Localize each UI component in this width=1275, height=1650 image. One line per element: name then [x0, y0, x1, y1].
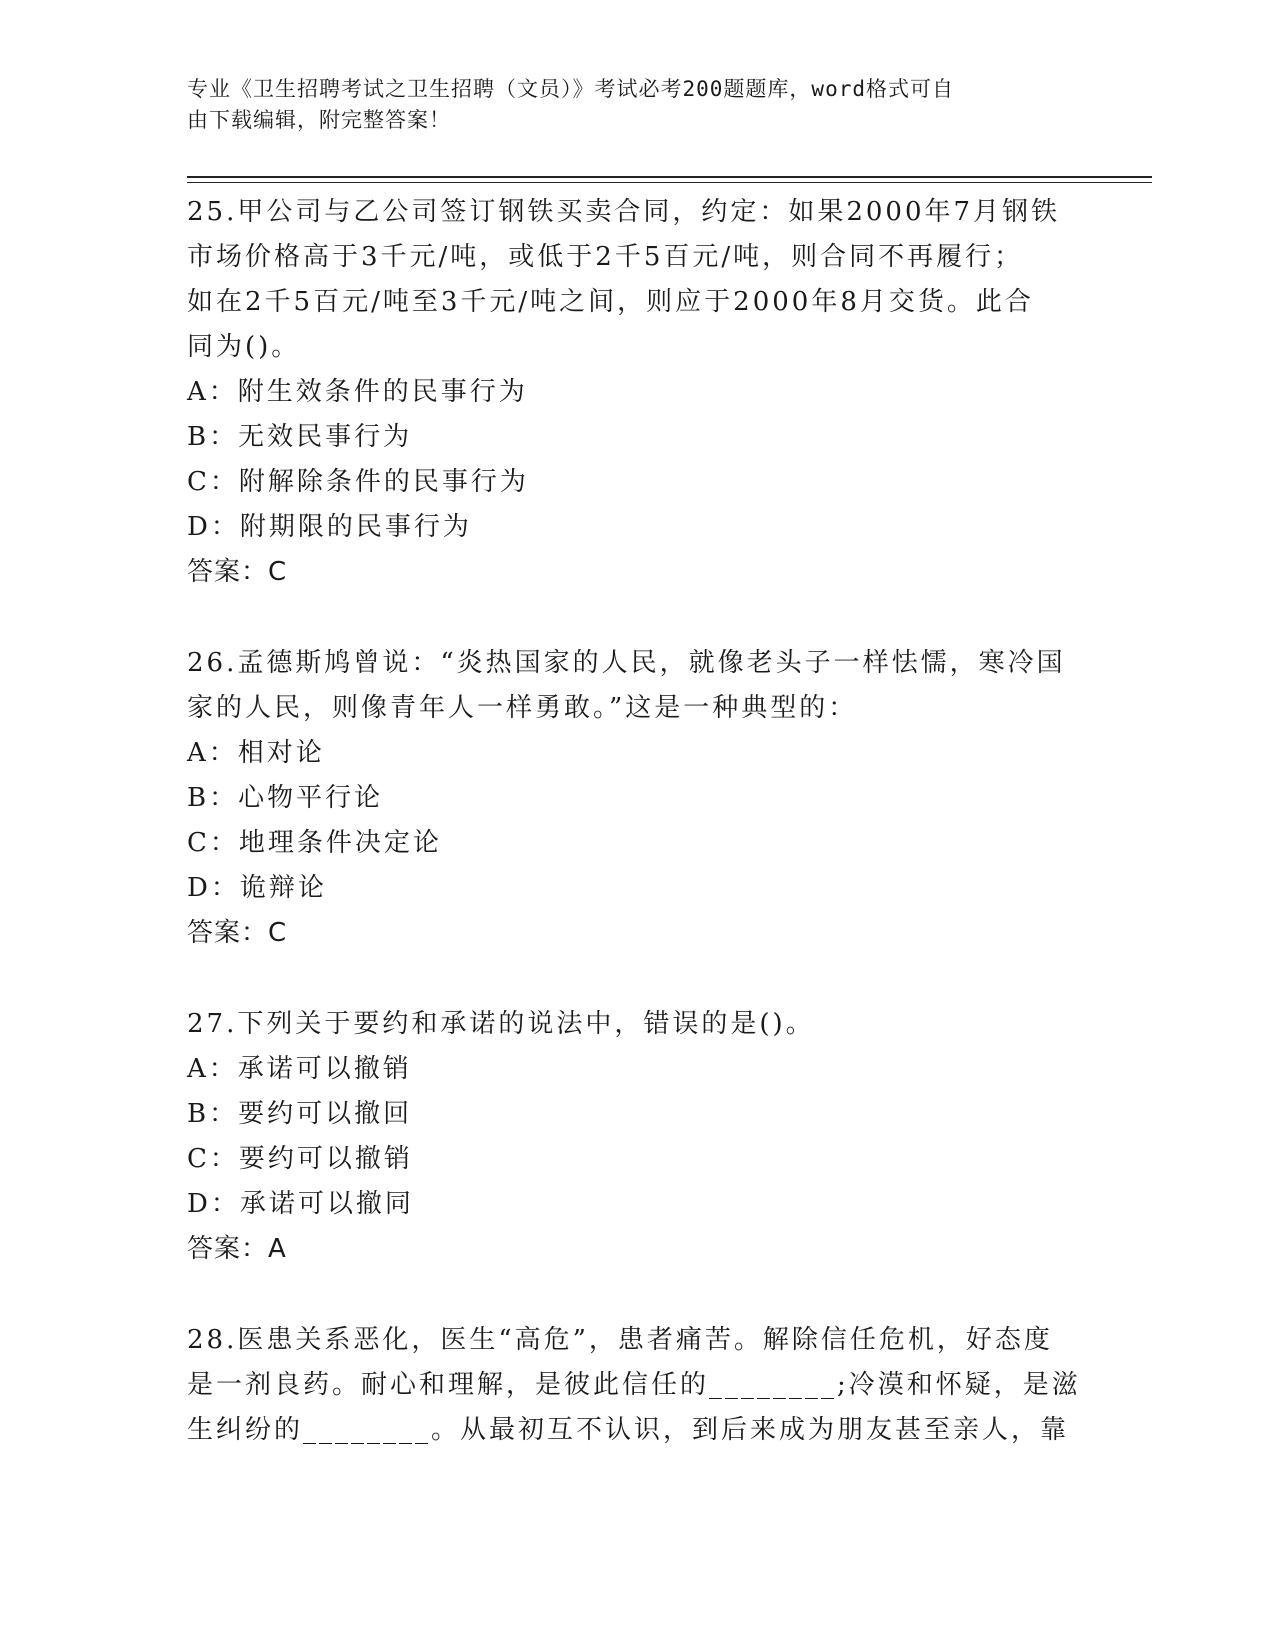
header-line-1: 专业《卫生招聘考试之卫生招聘（文员）》考试必考200题题库，word格式可自	[187, 77, 954, 101]
option-d: D：附期限的民事行为	[187, 512, 472, 542]
question-list	[187, 190, 1087, 1499]
question-stem-line: 市场价格高于3千元/吨，或低于2千5百元/吨，则合同不再履行；	[187, 242, 1024, 272]
option-a: A：附生效条件的民事行为	[187, 377, 528, 407]
header-divider-thick	[187, 176, 1152, 178]
option-c: C：地理条件决定论	[187, 828, 442, 858]
question-stem-line: 同为()。	[187, 332, 301, 362]
question-stem-line: 28.医患关系恶化，医生“高危”，患者痛苦。解除信任危机，好态度	[187, 1325, 1053, 1355]
header-divider-thin	[187, 182, 1152, 183]
question-stem-line: 25.甲公司与乙公司签订钢铁买卖合同，约定：如果2000年7月钢铁	[187, 197, 1061, 227]
option-c: C：附解除条件的民事行为	[187, 467, 529, 497]
answer-line: 答案：C	[187, 557, 288, 587]
option-b: B：无效民事行为	[187, 422, 413, 452]
option-a: A：相对论	[187, 738, 325, 768]
question-stem-line: 27.下列关于要约和承诺的说法中，错误的是()。	[187, 1009, 815, 1039]
option-b: B：要约可以撤回	[187, 1099, 413, 1129]
question-26	[187, 641, 1087, 956]
option-a: A：承诺可以撤销	[187, 1054, 412, 1084]
question-stem-line: 家的人民，则像青年人一样勇敢。”这是一种典型的：	[187, 693, 858, 723]
question-stem-line: 生纠纷的________。从最初互不认识，到后来成为朋友甚至亲人，靠	[187, 1415, 1070, 1445]
option-d: D：诡辩论	[187, 873, 327, 903]
question-stem-line: 如在2千5百元/吨至3千元/吨之间，则应于2000年8月交货。此合	[187, 287, 1034, 317]
option-d: D：承诺可以撤同	[187, 1189, 414, 1219]
question-stem-line: 是一剂良药。耐心和理解，是彼此信任的________;冷漠和怀疑，是滋	[187, 1370, 1081, 1400]
answer-line: 答案：A	[187, 1234, 287, 1264]
question-28	[187, 1318, 1087, 1453]
answer-line: 答案：C	[187, 918, 288, 948]
question-25	[187, 190, 1087, 595]
document-header	[187, 74, 1067, 136]
question-stem-line: 26.孟德斯鸠曾说：“炎热国家的人民，就像老头子一样怯懦，寒冷国	[187, 648, 1066, 678]
option-c: C：要约可以撤销	[187, 1144, 413, 1174]
question-27	[187, 1002, 1087, 1272]
option-b: B：心物平行论	[187, 783, 384, 813]
header-line-2: 由下载编辑，附完整答案！	[187, 108, 451, 132]
